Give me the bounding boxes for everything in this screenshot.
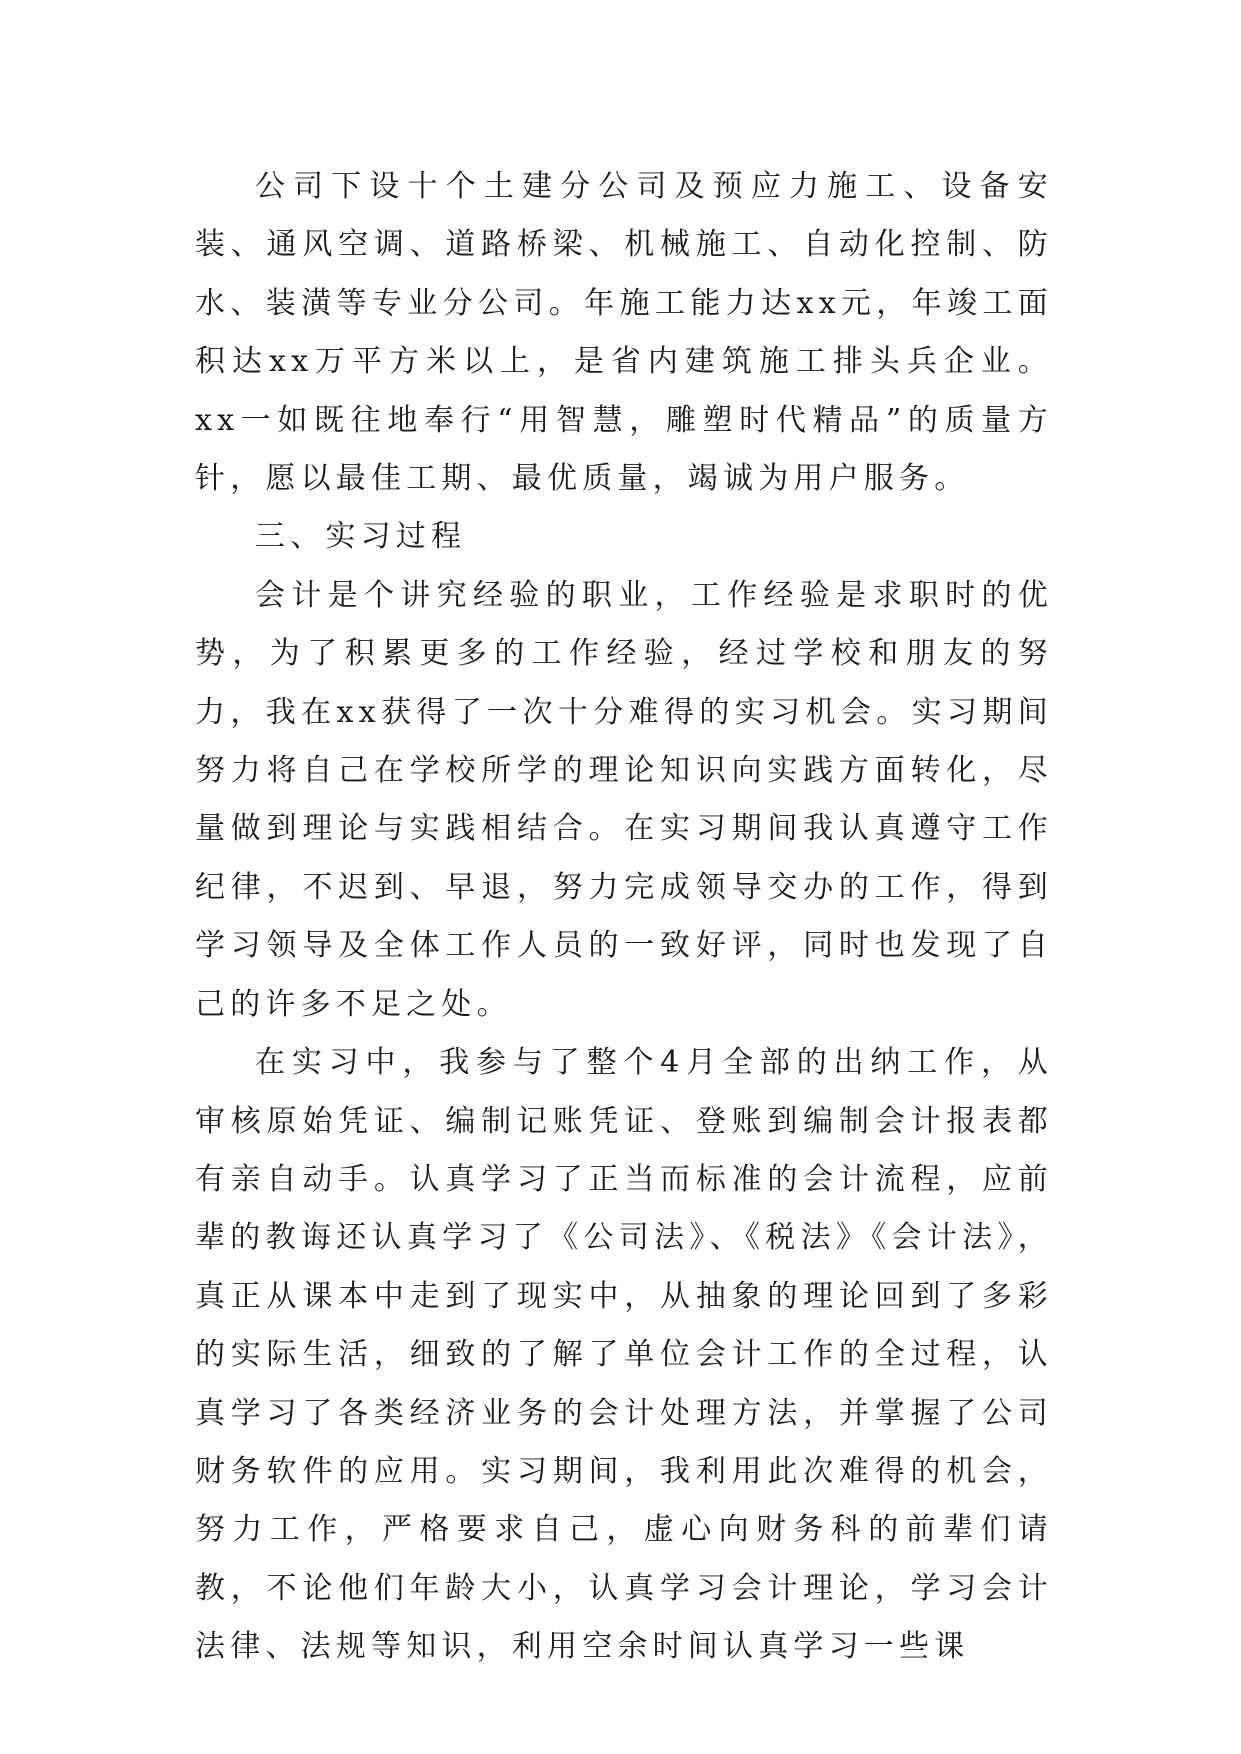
section-heading-internship-process: 三、实习过程 (255, 519, 467, 555)
paragraph-internship-opportunity: 会计是个讲究经验的职业，工作经验是求职时的优势，为了积累更多的工作经验，经过学校和朋友的努力，我在xx获得了一次十分难得的实习机会。实习期间努力将自己在学校所学的理论知识向实践方面转化，尽量做到理论与实践相结合。在实习期间我认真遵守工作纪律，不迟到、早退，努力完成领导交办的工作，得到学习领导及全体工作人员的一致好评，同时也发现了自己的许多不足之处。 (195, 577, 1053, 1022)
document-body (195, 158, 1053, 1677)
paragraph-internship-work: 在实习中，我参与了整个4月全部的出纳工作，从审核原始凭证、编制记账凭证、登账到编制会计报表都有亲自动手。认真学习了正当而标准的会计流程，应前辈的教诲还认真学习了《公司法》、《税法》《会计法》，真正从课本中走到了现实中，从抽象的理论回到了多彩的实际生活，细致的了解了单位会计工作的全过程，认真学习了各类经济业务的会计处理方法，并掌握了公司财务软件的应用。实习期间，我利用此次难得的机会，努力工作，严格要求自己，虚心向财务科的前辈们请教，不论他们年龄大小，认真学习会计理论，学习会计法律、法规等知识，利用空余时间认真学习一些课 (195, 1045, 1053, 1665)
paragraph-company-profile: 公司下设十个土建分公司及预应力施工、设备安装、通风空调、道路桥梁、机械施工、自动化控制、防水、装潢等专业分公司。年施工能力达xx元，年竣工面积达xx万平方米以上，是省内建筑施工排头兵企业。xx一如既往地奉行“用智慧，雕塑时代精品”的质量方针，愿以最佳工期、最优质量，竭诚为用户服务。 (195, 169, 1053, 497)
